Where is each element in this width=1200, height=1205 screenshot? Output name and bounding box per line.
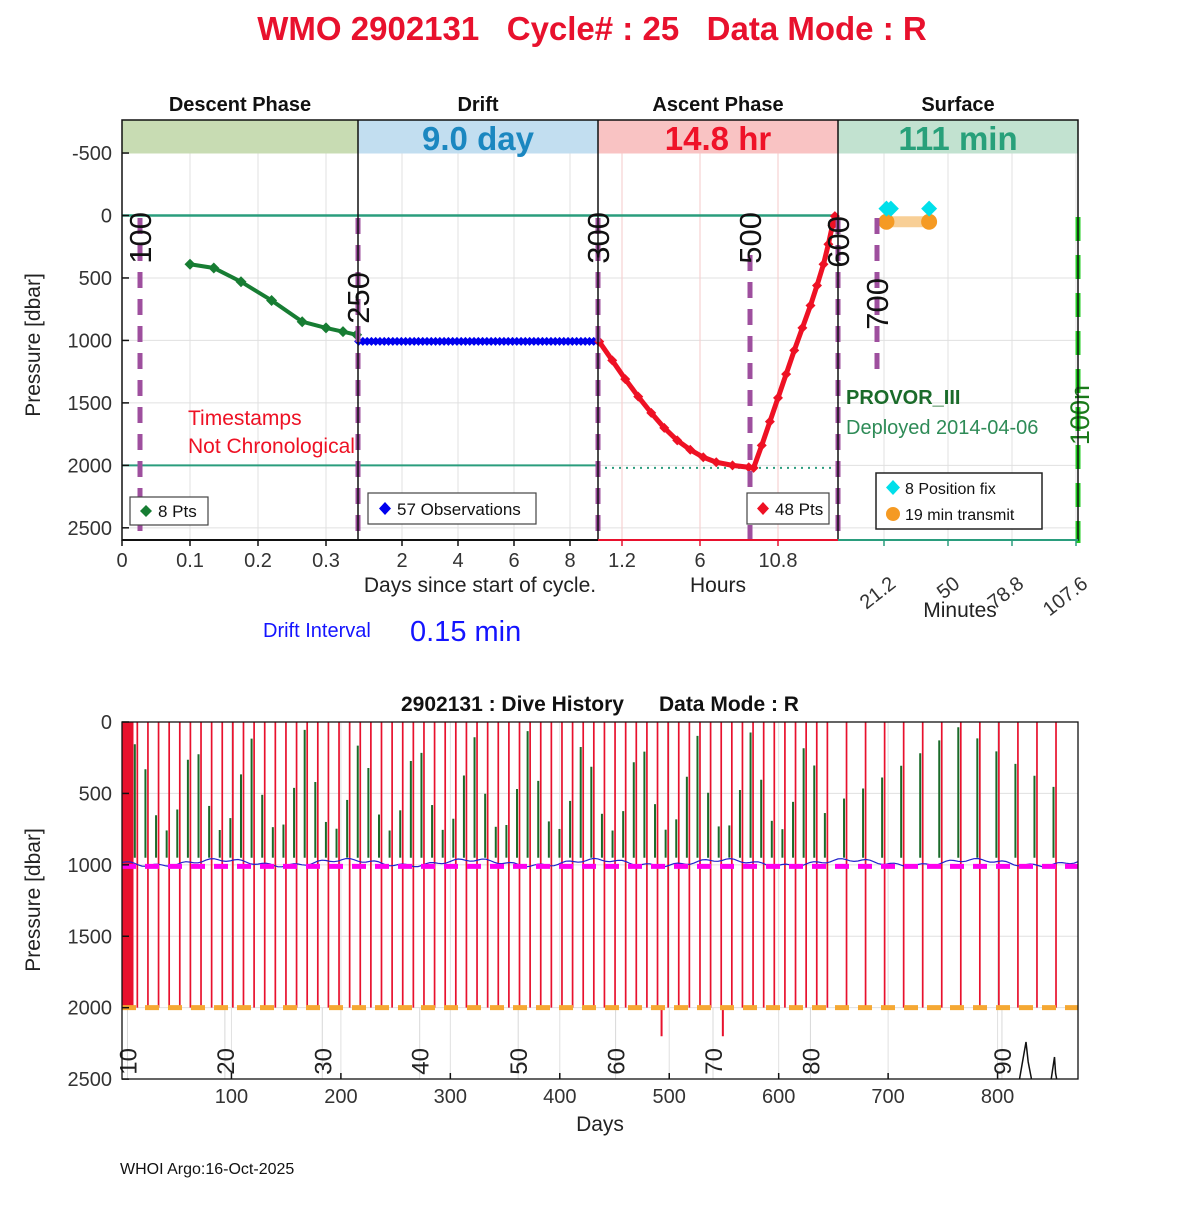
y-tick-label: -500 [71, 143, 112, 166]
x-tick-label-minutes: 50 [933, 572, 965, 604]
bottom-ylabel: Pressure [dbar] [22, 828, 45, 972]
event-line-label: 100 [123, 212, 158, 264]
x-tick-label: 400 [543, 1086, 577, 1108]
x-tick-label-hours: 1.2 [608, 550, 636, 572]
legend-drift [368, 493, 536, 524]
y-tick-label: 0 [100, 712, 112, 734]
x-tick-label: 300 [433, 1086, 468, 1108]
cycle-number-label: 80 [798, 1048, 826, 1075]
ascent-line [599, 216, 835, 468]
ascent-point [728, 460, 738, 470]
svg-text:8 Pts: 8 Pts [158, 502, 197, 521]
y-tick-label: 1500 [67, 926, 112, 949]
xlabel-hours: Hours [689, 574, 747, 597]
x-tick-label-minutes: 107.6 [1039, 572, 1093, 621]
y-tick-label: 2500 [67, 1069, 112, 1092]
y-tick-label: 1000 [67, 330, 112, 353]
phase-title-ascent: Ascent Phase [652, 94, 784, 116]
event-line-label: 500 [733, 212, 768, 264]
x-tick-label: 6 [508, 550, 520, 572]
y-tick-label: 500 [78, 267, 112, 290]
x-tick-label: 0.2 [244, 550, 272, 572]
xlabel-minutes: Minutes [923, 599, 997, 622]
svg-text:8 Position fix: 8 Position fix [905, 481, 996, 498]
x-tick-label: 500 [652, 1086, 686, 1108]
descent-point [185, 259, 196, 270]
svg-text:48 Pts: 48 Pts [775, 500, 824, 519]
x-tick-label: 800 [980, 1086, 1015, 1108]
x-tick-label: 4 [452, 550, 464, 572]
warning-line2: Not Chronological [188, 435, 355, 458]
descent-point [321, 322, 332, 333]
event-line-label: 300 [581, 212, 616, 264]
x-tick-label: 2 [396, 550, 408, 572]
cycle-number-label: 50 [506, 1048, 534, 1075]
phase-banner [122, 120, 358, 154]
deployed-date-label: Deployed 2014-04-06 [846, 417, 1039, 439]
ascent-duration: 14.8 hr [664, 120, 772, 157]
y-tick-label: 2500 [67, 517, 112, 540]
event-line-label: 250 [341, 272, 376, 324]
xlabel-days: Days since start of cycle. [363, 574, 597, 597]
page-title: WMO 2902131 Cycle# : 25 Data Mode : R [257, 10, 927, 47]
cycle-number-label: 40 [407, 1048, 435, 1075]
footer-credit: WHOI Argo:16-Oct-2025 [120, 1161, 295, 1178]
x-tick-label-minutes: 21.2 [855, 572, 901, 614]
svg-text:19 min transmit: 19 min transmit [905, 507, 1015, 524]
x-tick-label-minutes: 78.8 [983, 572, 1029, 614]
surface-duration: 111 min [898, 120, 1018, 157]
phase-title-drift: Drift [457, 94, 499, 116]
cycle-number-label: 60 [603, 1048, 631, 1075]
bottom-chart-series [115, 722, 1078, 1079]
svg-text:57 Observations: 57 Observations [397, 500, 521, 519]
x-tick-label: 100 [214, 1086, 249, 1108]
drift-interval-value: 0.15 min [410, 616, 522, 648]
event-line-label: 700 [860, 278, 895, 330]
x-tick-label-hours: 10.8 [758, 550, 798, 572]
x-tick-label: 0.1 [176, 550, 204, 572]
legend-surface [876, 473, 1042, 529]
float-type-label: PROVOR_III [846, 387, 961, 409]
y-tick-label: 0 [100, 205, 112, 228]
dive-history-title: 2902131 : Dive History Data Mode : R [401, 693, 799, 716]
warning-line1: Timestamps [188, 407, 302, 430]
end-peak [1020, 1042, 1032, 1079]
y-tick-label: 1500 [67, 392, 112, 415]
drift-duration: 9.0 day [422, 120, 534, 157]
bottom-xlabel: Days [576, 1113, 624, 1136]
event-line-label: 600 [821, 216, 856, 268]
cycle-number-label: 10 [115, 1048, 143, 1075]
phase-title-descent: Descent Phase [168, 94, 312, 116]
descent-point [338, 326, 349, 337]
cycle-number-label: 90 [989, 1048, 1017, 1075]
x-tick-label: 200 [324, 1086, 358, 1108]
x-tick-label: 0 [116, 550, 128, 572]
end-peak [1051, 1057, 1057, 1079]
position-fix-point [921, 201, 937, 217]
legend-descent [130, 497, 208, 525]
cycle-number-label: 20 [212, 1048, 240, 1075]
top-ylabel: Pressure [dbar] [22, 273, 45, 417]
y-tick-label: 2000 [67, 455, 112, 478]
x-tick-label: 700 [871, 1086, 905, 1108]
y-tick-label: 500 [78, 783, 112, 806]
legend-ascent [747, 493, 829, 524]
cycle-number-label: 30 [310, 1048, 338, 1075]
event-line-label: 100n [1065, 385, 1095, 446]
y-tick-label: 1000 [67, 854, 112, 877]
x-tick-label-hours: 6 [694, 550, 706, 572]
x-tick-label: 0.3 [312, 550, 340, 572]
drift-interval-label: Drift Interval [263, 620, 371, 642]
orange-circle-icon [886, 507, 900, 521]
y-tick-label: 2000 [67, 997, 112, 1020]
cycle-number-label: 70 [701, 1048, 729, 1075]
phase-title-surface: Surface [921, 94, 995, 116]
x-tick-label: 8 [564, 550, 576, 572]
x-tick-label: 600 [761, 1086, 796, 1108]
